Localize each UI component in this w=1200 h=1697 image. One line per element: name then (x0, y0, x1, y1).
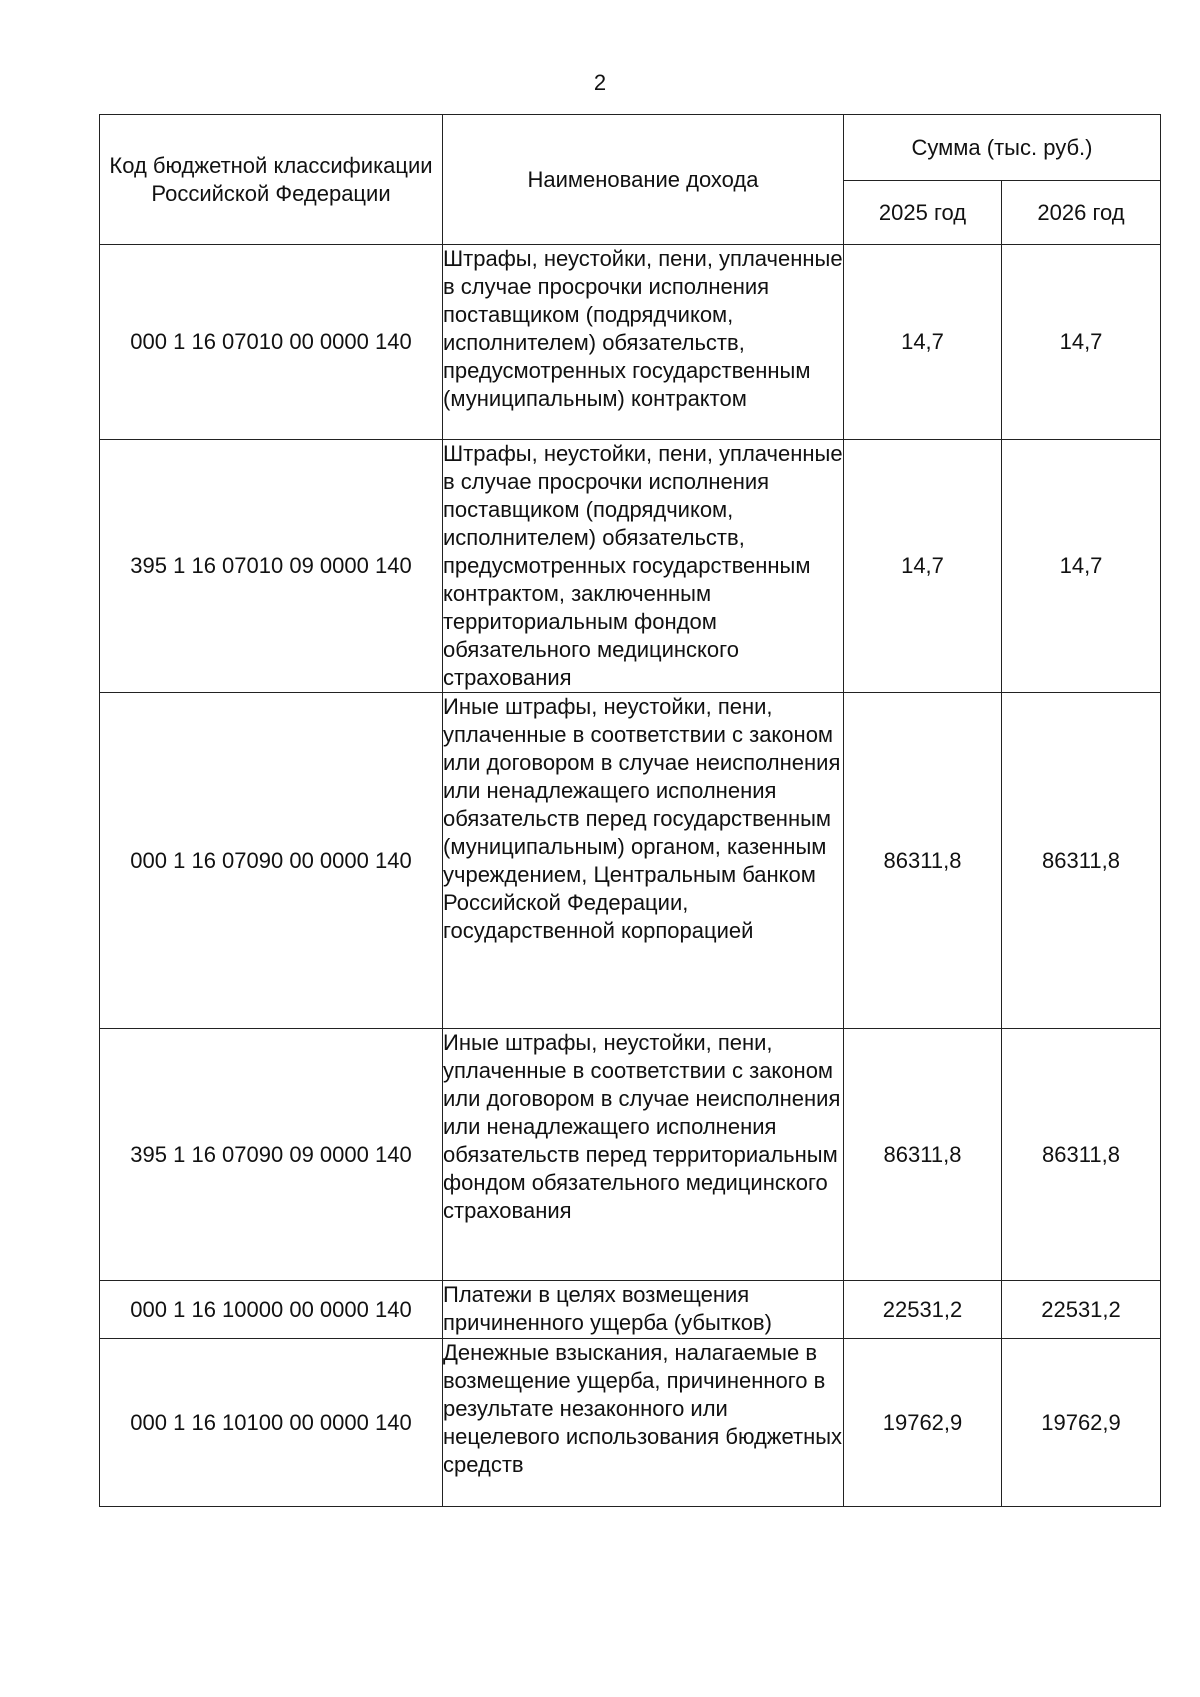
table-row (100, 693, 1161, 1029)
row-income-name: Иные штрафы, неустойки, пени, уплаченные в соответствии с законом или договором в случае неисполнения или ненадлежащего исполнения обязательств перед территориальным фондом обязательного медицинского страхования (443, 1029, 844, 1281)
row-code: 000 1 16 07090 00 0000 140 (100, 693, 443, 1029)
row-value-2025: 86311,8 (844, 1029, 1002, 1281)
row-value-2025: 22531,2 (844, 1281, 1002, 1339)
table-row (100, 1029, 1161, 1281)
header-income-name: Наименование дохода (443, 115, 844, 245)
row-value-2026: 22531,2 (1002, 1281, 1161, 1339)
row-value-2026: 19762,9 (1002, 1339, 1161, 1507)
row-code: 000 1 16 10100 00 0000 140 (100, 1339, 443, 1507)
row-code: 395 1 16 07090 09 0000 140 (100, 1029, 443, 1281)
row-value-2026: 14,7 (1002, 245, 1161, 440)
row-code: 000 1 16 10000 00 0000 140 (100, 1281, 443, 1339)
row-income-name: Штрафы, неустойки, пени, уплаченные в случае просрочки исполнения поставщиком (подрядчиком, исполнителем) обязательств, предусмотренных государственным контрактом, заключенным территориальным фондом обязательного медицинского страхования (443, 440, 844, 693)
table-row (100, 1339, 1161, 1507)
row-value-2026: 14,7 (1002, 440, 1161, 693)
row-value-2025: 19762,9 (844, 1339, 1002, 1507)
row-value-2025: 14,7 (844, 440, 1002, 693)
header-year-2025: 2025 год (844, 181, 1002, 245)
header-code: Код бюджетной классификации Российской Федерации (100, 115, 443, 245)
row-code: 395 1 16 07010 09 0000 140 (100, 440, 443, 693)
table-row (100, 1281, 1161, 1339)
table-row (100, 245, 1161, 440)
header-year-2026: 2026 год (1002, 181, 1161, 245)
income-table (99, 114, 1161, 1507)
header-sum: Сумма (тыс. руб.) (844, 115, 1161, 181)
row-value-2026: 86311,8 (1002, 693, 1161, 1029)
row-value-2025: 86311,8 (844, 693, 1002, 1029)
page-number: 2 (593, 70, 607, 95)
row-code: 000 1 16 07010 00 0000 140 (100, 245, 443, 440)
row-income-name: Иные штрафы, неустойки, пени, уплаченные в соответствии с законом или договором в случае неисполнения или ненадлежащего исполнения обязательств перед государственным (муниципальным) органом, казенным учреждением, Центральным банком Российской Федерации, государственной корпорацией (443, 693, 844, 1029)
row-income-name: Штрафы, неустойки, пени, уплаченные в случае просрочки исполнения поставщиком (подрядчиком, исполнителем) обязательств, предусмотренных государственным (муниципальным) контрактом (443, 245, 844, 440)
row-value-2026: 86311,8 (1002, 1029, 1161, 1281)
row-income-name: Платежи в целях возмещения причиненного ущерба (убытков) (443, 1281, 844, 1339)
row-income-name: Денежные взыскания, налагаемые в возмещение ущерба, причиненного в результате незаконного или нецелевого использования бюджетных средств (443, 1339, 844, 1507)
table-row (100, 440, 1161, 693)
row-value-2025: 14,7 (844, 245, 1002, 440)
